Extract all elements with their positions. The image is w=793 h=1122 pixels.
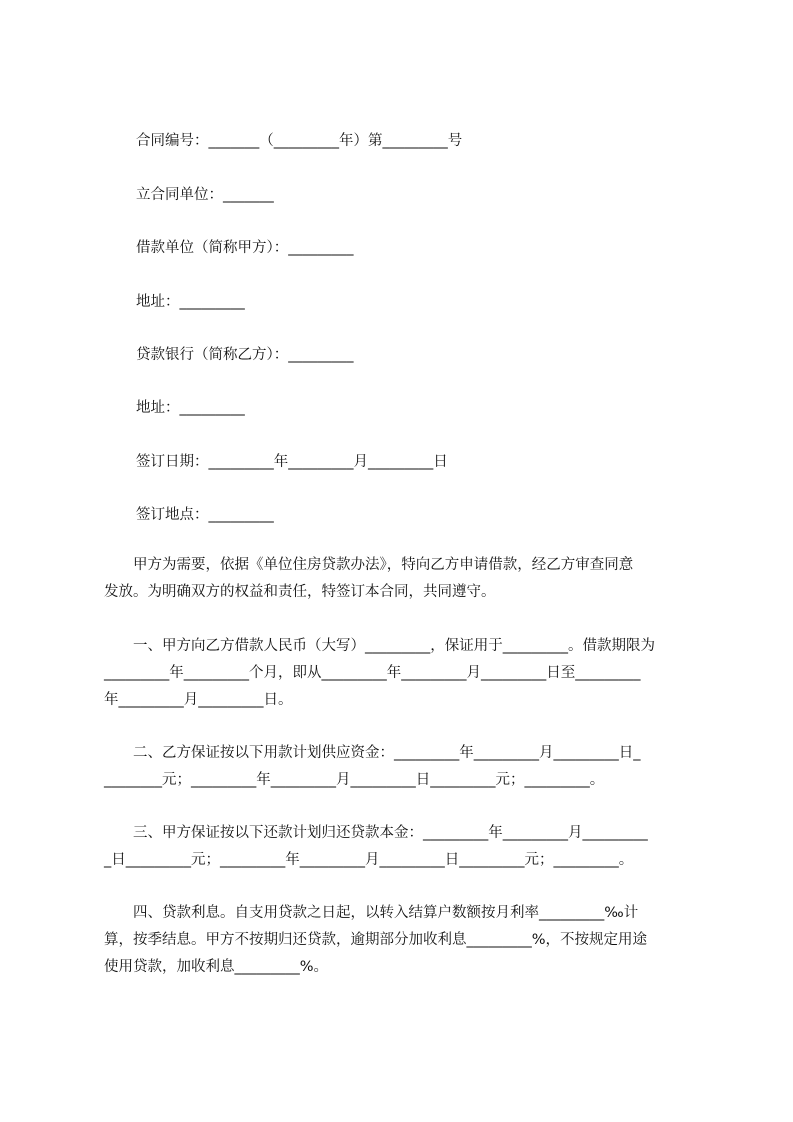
- clause-4-paragraph: [104, 900, 700, 981]
- clause-4-line-3: 使用贷款，加收利息_________%。: [104, 959, 329, 975]
- clause-4-line-2: 算，按季结息。甲方不按期归还贷款，逾期部分加收利息_________%，不按规定用途: [104, 932, 648, 948]
- borrower-line: 借款单位（简称甲方）：_________: [136, 240, 354, 256]
- contract-number-line: 合同编号：_______（_________年）第_________号: [136, 133, 463, 149]
- sign-date-line: 签订日期：_________年_________月_________日: [136, 454, 448, 470]
- clause-2-line-1: 二、乙方保证按以下用款计划供应资金：_________年_________月_________日_: [104, 745, 641, 761]
- lender-line: 贷款银行（简称乙方）：_________: [136, 347, 354, 363]
- borrower-address-line: 地址：_________: [136, 294, 245, 310]
- clause-1-line-2: _________年_________个月，即从_________年_________月_________日至_________: [104, 665, 641, 681]
- clause-4-line-1: 四、贷款利息。自支用贷款之日起，以转入结算户数额按月利率_________‰计: [104, 905, 639, 921]
- preamble-line-2: 发放。为明确双方的权益和责任，特签订本合同，共同遵守。: [104, 584, 496, 600]
- sign-place-line: 签订地点：_________: [136, 507, 274, 523]
- preamble-paragraph: [104, 552, 700, 606]
- clause-3-line-1: 三、甲方保证按以下还款计划归还贷款本金：_________年_________月_________: [104, 825, 648, 841]
- preamble-line-1: 甲方为需要，依据《单位住房贷款办法》，特向乙方申请借款，经乙方审查同意: [104, 557, 634, 573]
- clause-1-line-1: 一、甲方向乙方借款人民币（大写）_________，保证用于_________。借款期限为: [104, 638, 655, 654]
- clause-1-line-3: 年_________月_________日。: [104, 692, 293, 708]
- clause-2-paragraph: [104, 740, 700, 794]
- lender-address-line: 地址：_________: [136, 400, 245, 416]
- clause-3-paragraph: [104, 820, 700, 874]
- clause-3-line-2: _日_________元；_________年_________月_________日_________元；_________。: [104, 852, 634, 868]
- clause-1-paragraph: [104, 633, 700, 714]
- clause-2-line-2: ________元；_________年_________月_________日_________元；_________。: [104, 772, 605, 788]
- contract-unit-line: 立合同单位：_______: [136, 187, 274, 203]
